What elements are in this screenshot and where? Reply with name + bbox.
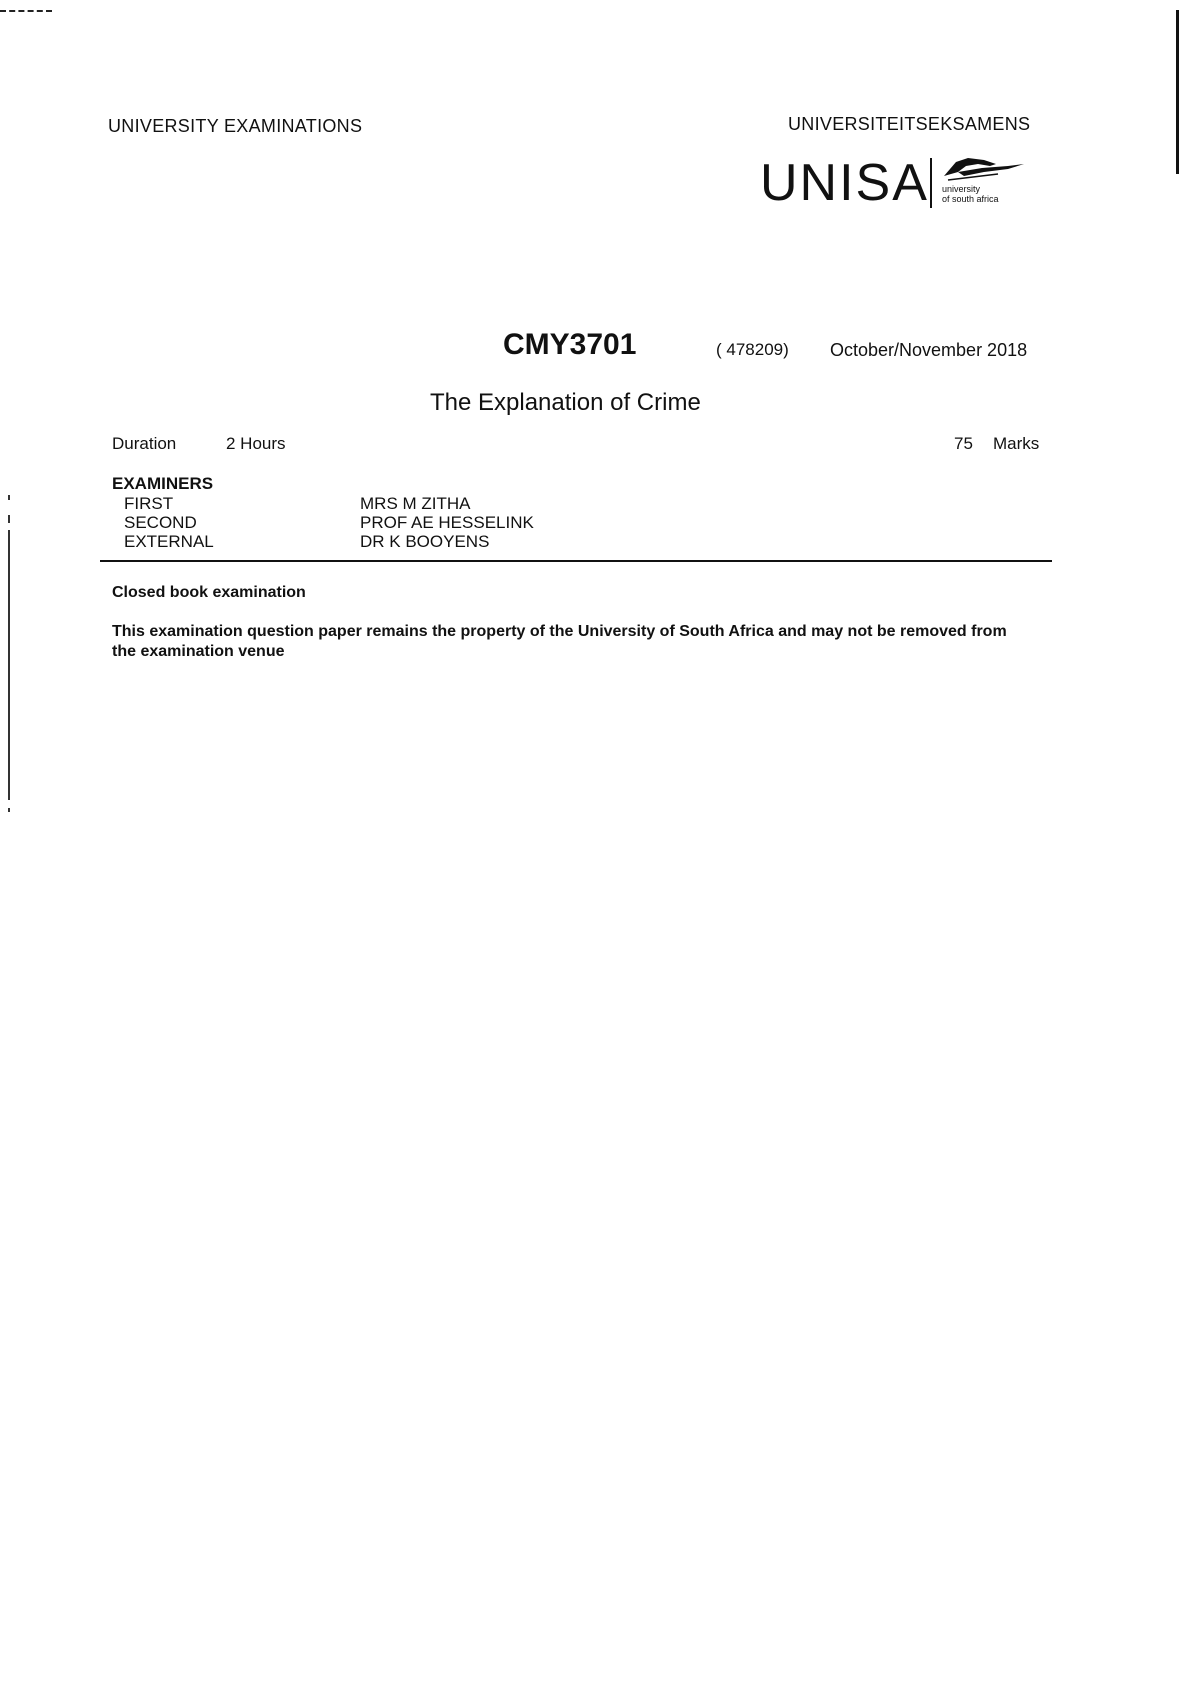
scan-artifact-left-edge [8,530,10,800]
examiner-role: EXTERNAL [124,532,214,551]
closed-book-note: Closed book examination [112,584,306,601]
scan-artifact-top [0,10,52,12]
course-code: CMY3701 [503,328,637,361]
paper-number: ( 478209) [716,340,789,359]
property-notice: This examination question paper remains the property of the University of South Africa and may not be removed from the examination venue [112,623,1007,660]
examiner-role: FIRST [124,494,174,513]
header-afrikaans: UNIVERSITEITSEKSAMENS [788,114,1031,134]
examiner-name: DR K BOOYENS [360,532,490,551]
examiner-name: PROF AE HESSELINK [360,513,534,532]
logo-subtitle-line1: university [942,184,981,194]
examiners-heading: EXAMINERS [112,474,214,493]
duration-label: Duration [112,434,177,453]
exam-session: October/November 2018 [830,340,1028,360]
logo-subtitle-line2: of south africa [942,194,999,204]
scan-artifact-right-edge [1176,10,1179,174]
examiner-name: MRS M ZITHA [360,494,471,513]
marks-value: 75 [954,434,973,453]
logo-divider [930,158,932,208]
scan-artifact-left-tick [8,515,10,523]
scan-artifact-left-tick [8,495,10,500]
scan-artifact-left-tick [8,808,10,812]
marks-label: Marks [993,434,1040,453]
logo-emblem-icon [938,154,1028,184]
header-english: UNIVERSITY EXAMINATIONS [108,116,363,136]
examiner-role: SECOND [124,513,197,532]
logo-wordmark: UNISA [760,154,929,212]
duration-value: 2 Hours [226,434,286,453]
paper-title: The Explanation of Crime [430,389,701,416]
logo-subtitle [942,184,999,204]
section-divider [100,560,1052,562]
unisa-logo [760,152,1030,214]
